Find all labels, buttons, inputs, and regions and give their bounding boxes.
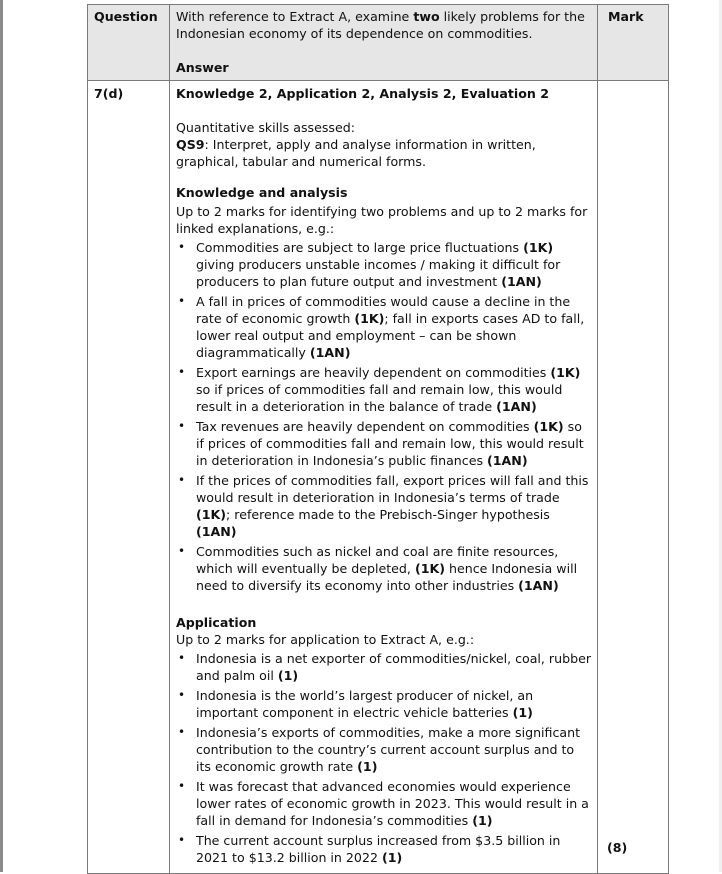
application-section <box>176 614 591 866</box>
knowledge-bullet-list <box>176 239 591 594</box>
quantitative-skills <box>176 119 591 170</box>
question-prompt-cell <box>170 5 598 81</box>
question-column-header: Question <box>88 5 170 81</box>
list-item: • Export earnings are heavily dependent on commodities (1K) so if prices of commodities fall and remain low, this would result in a deterioration in the balance of trade (1AN) <box>196 364 591 415</box>
mark-cell <box>598 81 669 874</box>
question-number: 7(d) <box>88 81 170 874</box>
answer-row <box>88 81 669 874</box>
application-bullet-list <box>176 650 591 866</box>
answer-cell <box>170 81 598 874</box>
table-header-row <box>88 5 669 81</box>
list-item: • Indonesia’s exports of commodities, make a more significant contribution to the country’s current account surplus and to its economic growth rate (1) <box>196 724 591 775</box>
list-item: • The current account surplus increased from $3.5 billion in 2021 to $13.2 billion in 2022 (1) <box>196 832 591 866</box>
list-item: • Indonesia is a net exporter of commodities/nickel, coal, rubber and palm oil (1) <box>196 650 591 684</box>
quant-skills-intro: Quantitative skills assessed: <box>176 120 355 135</box>
section-heading: Knowledge and analysis <box>176 185 348 200</box>
list-item: • Commodities such as nickel and coal are finite resources, which will eventually be depleted, (1K) hence Indonesia will need to diversify its economy into other industries (1AN) <box>196 543 591 594</box>
section-intro: Up to 2 marks for identifying two problems and up to 2 marks for linked explanations, e.g.: <box>176 204 588 236</box>
list-item: • If the prices of commodities fall, export prices will fall and this would result in deterioration in Indonesia’s terms of trade (1K); reference made to the Prebisch-Singer hypothesis (1AN) <box>196 472 591 540</box>
mark-scheme-table <box>87 4 669 874</box>
list-item: • Tax revenues are heavily dependent on commodities (1K) so if prices of commodities fall and remain low, this would result in deterioration in Indonesia’s public finances (1AN) <box>196 418 591 469</box>
section-heading: Application <box>176 615 257 630</box>
answer-column-header: Answer <box>176 60 229 75</box>
knowledge-analysis-section <box>176 184 591 594</box>
list-item: • Indonesia is the world’s largest producer of nickel, an important component in electric vehicle batteries (1) <box>196 687 591 721</box>
total-mark: (8) <box>607 840 628 855</box>
page-edge-left <box>0 0 3 872</box>
list-item: • A fall in prices of commodities would cause a decline in the rate of economic growth (1K); fall in exports cases AD to fall, lower real output and employment – can be shown diagrammatically (1AN) <box>196 293 591 361</box>
mark-column-header: Mark <box>598 5 669 81</box>
list-item: • Commodities are subject to large price fluctuations (1K) giving producers unstable incomes / making it difficult for producers to plan future output and investment (1AN) <box>196 239 591 290</box>
assessment-objectives: Knowledge 2, Application 2, Analysis 2, Evaluation 2 <box>176 86 549 101</box>
quant-skill-qs9: QS9: Interpret, apply and analyse information in written, graphical, tabular and numerical forms. <box>176 137 536 169</box>
question-prompt: With reference to Extract A, examine two likely problems for the Indonesian economy of its dependence on commodities. <box>176 9 585 41</box>
section-intro: Up to 2 marks for application to Extract A, e.g.: <box>176 632 475 647</box>
list-item: • It was forecast that advanced economies would experience lower rates of economic growth in 2023. This would result in a fall in demand for Indonesia’s commodities (1) <box>196 778 591 829</box>
